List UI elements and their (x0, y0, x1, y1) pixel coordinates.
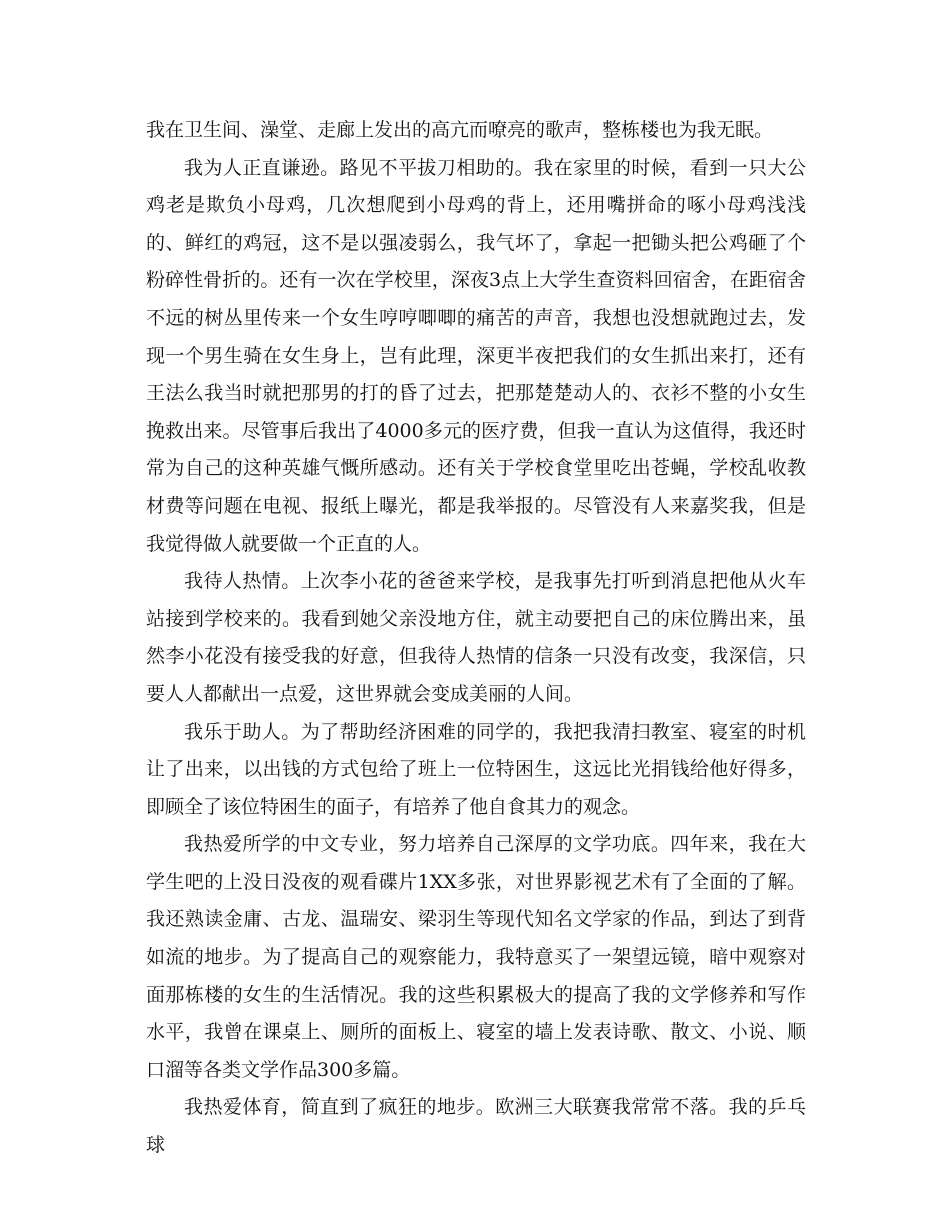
paragraph-warmth: 我待人热情。上次李小花的爸爸来学校，是我事先打听到消息把他从火车站接到学校来的。我看到她父亲没地方住，就主动要把自己的床位腾出来，虽然李小花没有接受我的好意，但我待人热情的信条一只没有改变，我深信，只要人人都献出一点爱，这世界就会变成美丽的人间。 (146, 570, 806, 705)
paragraph-literature: 我热爱所学的中文专业，努力培养自己深厚的文学功底。四年来，我在大学生吧的上没日没夜的观看碟片1XX多张，对世界影视艺术有了全面的了解。我还熟读金庸、古龙、温瑞安、梁羽生等现代知名文学家的作品，到达了到背如流的地步。为了提高自己的观察能力，我特意买了一架望远镜，暗中观察对面那栋楼的女生的生活情况。我的这些积累极大的提高了我的文学修养和写作水平，我曾在课桌上、厕所的面板上、寝室的墙上发表诗歌、散文、小说、顺口溜等各类文学作品300多篇。 (146, 833, 806, 1081)
document-body (146, 112, 806, 1165)
paragraph-integrity: 我为人正直谦逊。路见不平拔刀相助的。我在家里的时候，看到一只大公鸡老是欺负小母鸡，几次想爬到小母鸡的背上，还用嘴拼命的啄小母鸡浅浅的、鲜红的鸡冠，这不是以强凌弱么，我气坏了，拿起一把锄头把公鸡砸了个粉碎性骨折的。还有一次在学校里，深夜3点上大学生查资料回宿舍，在距宿舍不远的树丛里传来一个女生哼哼唧唧的痛苦的声音，我想也没想就跑过去，发现一个男生骑在女生身上，岂有此理，深更半夜把我们的女生抓出来打，还有王法么我当时就把那男的打的昏了过去，把那楚楚动人的、衣衫不整的小女生挽救出来。尽管事后我出了4000多元的医疗费，但我一直认为这值得，我还时常为自己的这种英雄气慨所感动。还有关于学校食堂里吃出苍蝇，学校乱收教材费等问题在电视、报纸上曝光，都是我举报的。尽管没有人来嘉奖我，但是我觉得做人就要做一个正直的人。 (146, 156, 806, 555)
paragraph-helpfulness: 我乐于助人。为了帮助经济困难的同学的，我把我清扫教室、寝室的时机让了出来，以出钱的方式包给了班上一位特困生，这远比光捐钱给他好得多，即顾全了该位特困生的面子，有培养了他自食其力的观念。 (146, 720, 806, 818)
paragraph-sports: 我热爱体育，简直到了疯狂的地步。欧洲三大联赛我常常不落。我的乒乓球 (146, 1096, 806, 1157)
paragraph-singing: 我在卫生间、澡堂、走廊上发出的高亢而嘹亮的歌声，整栋楼也为我无眠。 (146, 119, 774, 141)
